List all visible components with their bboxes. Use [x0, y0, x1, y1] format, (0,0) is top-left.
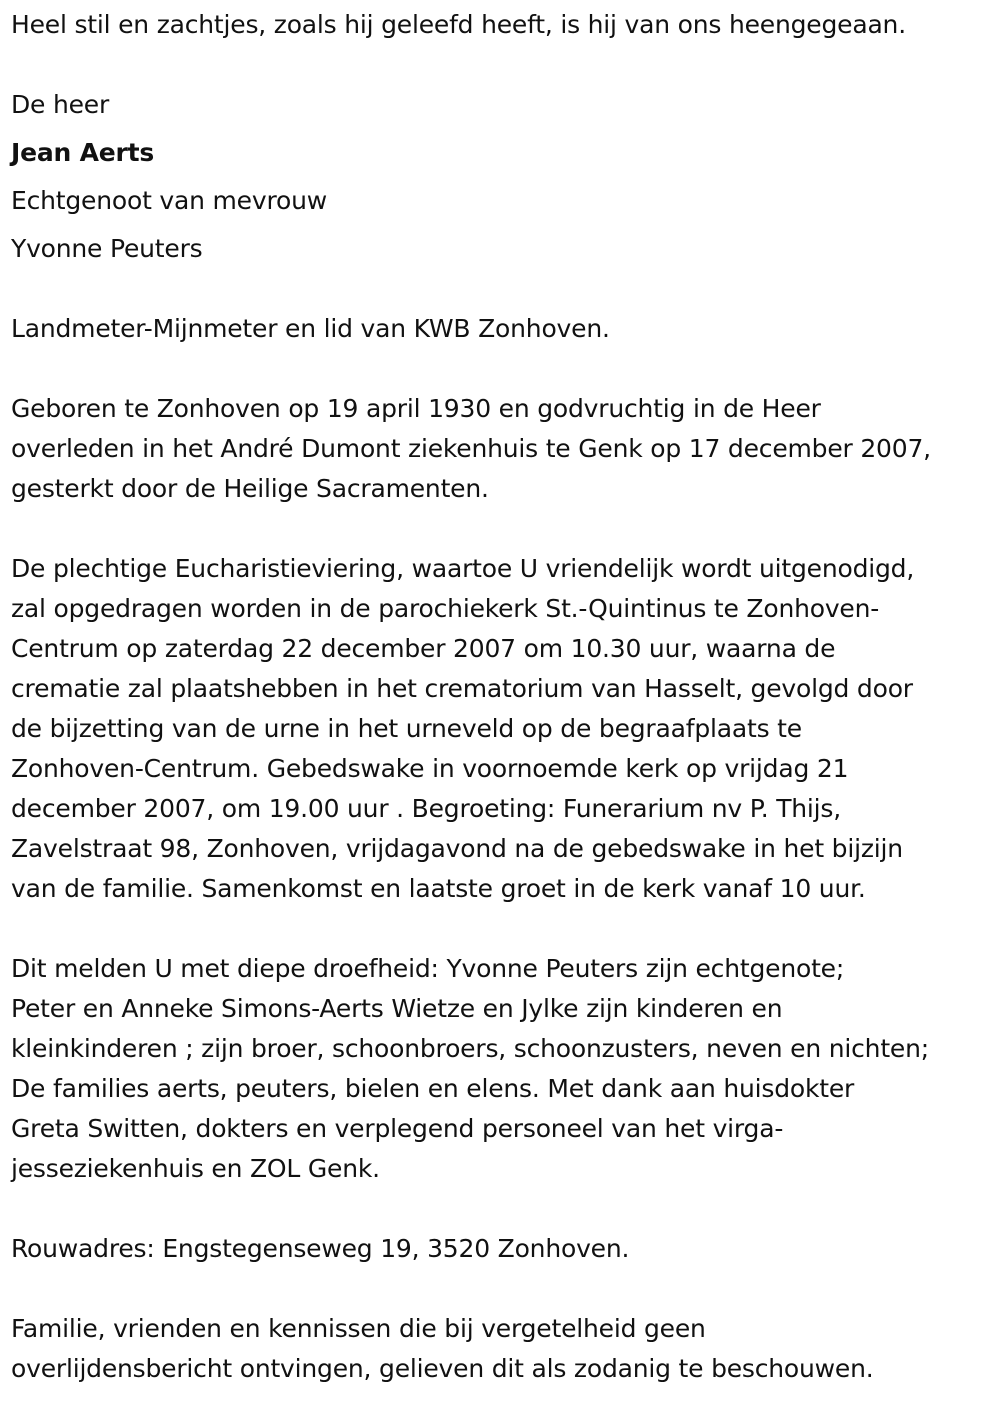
spouse-label: Echtgenoot van mevrouw: [11, 186, 327, 215]
opening-line: Heel stil en zachtjes, zoals hij geleefd heeft, is hij van ons heengegeaan.: [11, 10, 906, 39]
family-line: Dit melden U met diepe droefheid: Yvonne Peuters zijn echtgenote;: [11, 954, 845, 983]
mourning-address: Rouwadres: Engstegenseweg 19, 3520 Zonhoven.: [11, 1234, 630, 1263]
closing-line: Familie, vrienden en kennissen die bij vergetelheid geen: [11, 1314, 706, 1343]
birth-death-line: overleden in het André Dumont ziekenhuis te Genk op 17 december 2007,: [11, 434, 931, 463]
ceremony-line: de bijzetting van de urne in het urneveld op de begraafplaats te: [11, 714, 802, 743]
ceremony-line: De plechtige Eucharistieviering, waartoe U vriendelijk wordt uitgenodigd,: [11, 554, 915, 583]
ceremony-line: Zavelstraat 98, Zonhoven, vrijdagavond na de gebedswake in het bijzijn: [11, 834, 903, 863]
birth-death-line: Geboren te Zonhoven op 19 april 1930 en godvruchtig in de Heer: [11, 394, 821, 423]
occupation-line: Landmeter-Mijnmeter en lid van KWB Zonhoven.: [11, 314, 610, 343]
deceased-name: Jean Aerts: [11, 138, 155, 167]
family-line: Peter en Anneke Simons-Aerts Wietze en Jylke zijn kinderen en: [11, 994, 783, 1023]
birth-death-line: gesterkt door de Heilige Sacramenten.: [11, 474, 489, 503]
closing-line: overlijdensbericht ontvingen, gelieven dit als zodanig te beschouwen.: [11, 1354, 874, 1383]
ceremony-line: crematie zal plaatshebben in het crematorium van Hasselt, gevolgd door: [11, 674, 913, 703]
ceremony-line: december 2007, om 19.00 uur . Begroeting: Funerarium nv P. Thijs,: [11, 794, 841, 823]
ceremony-line: Centrum op zaterdag 22 december 2007 om 10.30 uur, waarna de: [11, 634, 836, 663]
salutation: De heer: [11, 90, 110, 119]
ceremony-line: zal opgedragen worden in de parochiekerk St.-Quintinus te Zonhoven-: [11, 594, 880, 623]
family-line: jesseziekenhuis en ZOL Genk.: [11, 1154, 380, 1183]
spouse-name: Yvonne Peuters: [11, 234, 203, 263]
family-line: kleinkinderen ; zijn broer, schoonbroers, schoonzusters, neven en nichten;: [11, 1034, 929, 1063]
family-line: De families aerts, peuters, bielen en elens. Met dank aan huisdokter: [11, 1074, 855, 1103]
family-line: Greta Switten, dokters en verplegend personeel van het virga-: [11, 1114, 784, 1143]
ceremony-line: Zonhoven-Centrum. Gebedswake in voornoemde kerk op vrijdag 21: [11, 754, 849, 783]
ceremony-line: van de familie. Samenkomst en laatste groet in de kerk vanaf 10 uur.: [11, 874, 866, 903]
